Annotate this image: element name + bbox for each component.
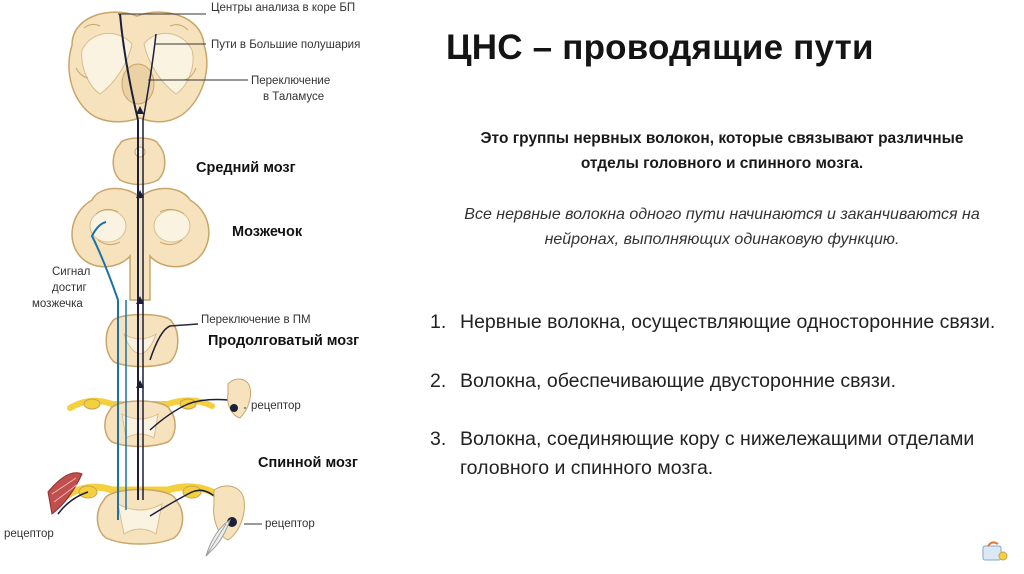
list-item-text: Волокна, соединяющие кору с нижележащими отделами головного и спинного мозга. (460, 428, 975, 479)
list-item (430, 425, 1010, 483)
label-receptor-lower: рецептор (265, 518, 315, 530)
label-receptor-upper: рецептор (251, 400, 301, 412)
cerebellum-section (72, 189, 209, 301)
spinal-segment-upper (70, 399, 212, 447)
label-hemisphere-paths: Пути в Большие полушария (211, 39, 361, 51)
label-signal-3: мозжечка (32, 298, 83, 310)
label-signal-1: Сигнал (52, 266, 91, 278)
label-cerebellum: Мозжечок (232, 224, 303, 240)
pathway-diagram (0, 0, 420, 574)
medulla-section (106, 315, 178, 367)
list-item-number: 2. (430, 370, 447, 392)
label-cortex-centers: Центры анализа в коре БП (211, 2, 356, 14)
label-signal-2: достиг (52, 282, 87, 294)
slide-title: ЦНС – проводящие пути (446, 28, 874, 67)
label-thalamus-switch: Переключение (251, 75, 331, 87)
logo-icon (980, 538, 1010, 564)
list-item (430, 308, 1010, 337)
label-midbrain: Средний мозг (196, 160, 296, 176)
label-pm-switch: Переключение в ПМ (201, 314, 311, 326)
note-text: Все нервные волокна одного пути начинаются и заканчиваются на нейронах, выполняющих одинаковую функцию. (464, 206, 980, 248)
list-item-text: Нервные волокна, осуществляющие односторонние связи. (460, 311, 996, 333)
label-medulla: Продолговатый мозг (208, 333, 360, 349)
pathway-types-list (430, 308, 1010, 483)
definition-text: Это группы нервных волокон, которые связывают различные отделы головного и спинного мозга. (480, 130, 964, 172)
brain-section (69, 12, 207, 122)
spinal-segment-lower (66, 486, 216, 544)
list-item-number: 1. (430, 311, 447, 333)
label-thalamus-switch-2: в Таламусе (263, 91, 325, 103)
label-receptor-left: рецептор (4, 528, 54, 540)
list-item-number: 3. (430, 428, 447, 450)
label-spinal-cord: Спинной мозг (258, 455, 358, 471)
list-item (430, 367, 1010, 396)
hand-receptor-upper (228, 379, 251, 418)
list-item-text: Волокна, обеспечивающие двусторонние связи. (460, 370, 897, 392)
